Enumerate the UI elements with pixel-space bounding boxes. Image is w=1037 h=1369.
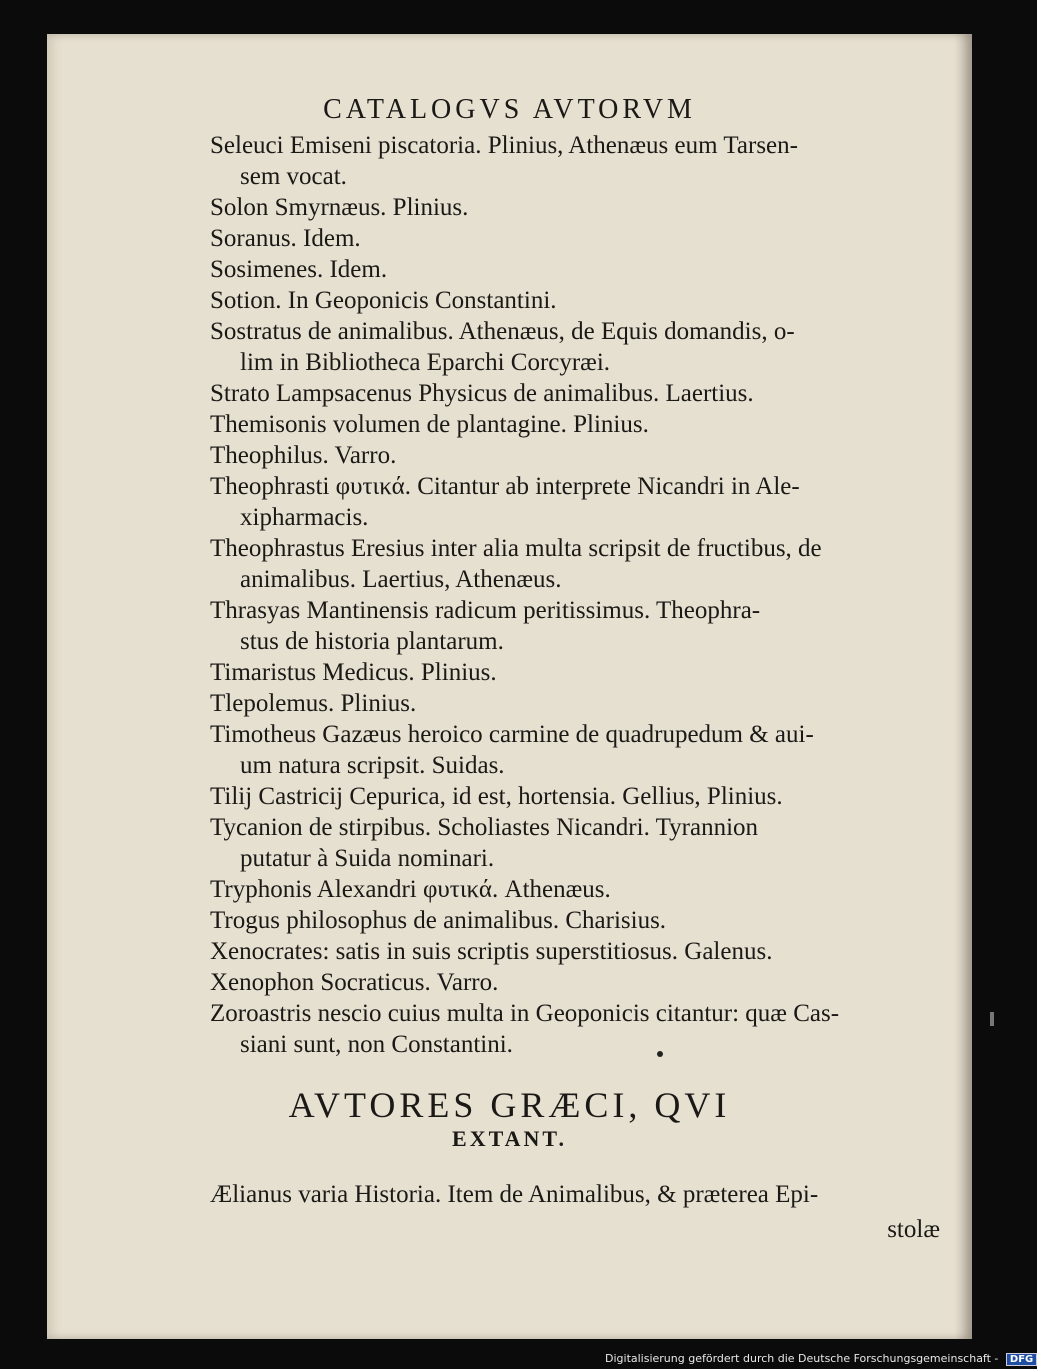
catalog-entry [210, 192, 950, 223]
catalog-entry-continuation: putatur à Suida nominari. [240, 845, 495, 872]
catalog-entry [210, 905, 950, 936]
catalog-entry [210, 781, 950, 812]
catalog-entry-line: Theophrastus Eresius inter alia multa scripsit de fructibus, de [210, 535, 822, 562]
catalog-entry-continuation: sem vocat. [240, 163, 347, 190]
catalog-entry [210, 471, 950, 533]
catalog-entry-continuation: um natura scripsit. Suidas. [240, 752, 505, 779]
catalog-entry-continuation: animalibus. Laertius, Athenæus. [240, 566, 562, 593]
catalog-entry-line: Sosimenes. Idem. [210, 256, 388, 283]
catalog-entry [210, 378, 950, 409]
catalog-entry [210, 688, 950, 719]
catalog-entry [210, 874, 950, 905]
catalog-entry-line: Tilij Castricij Cepurica, id est, hortensia. Gellius, Plinius. [210, 783, 783, 810]
catalog-entry-line: Solon Smyrnæus. Plinius. [210, 194, 469, 221]
catalog-entry-line: Tlepolemus. Plinius. [210, 690, 417, 717]
scan-edge-mark [990, 1012, 994, 1026]
funding-footer [605, 1352, 1037, 1366]
catalog-entry-continuation: siani sunt, non Constantini. [240, 1031, 513, 1058]
catalog-entry [210, 223, 950, 254]
catalog-entry [210, 595, 950, 657]
bottom-entry-line-2: stolæ [887, 1216, 940, 1243]
catalog-entry [210, 998, 950, 1060]
section-title: AVTORES GRÆCI, QVI [288, 1085, 731, 1125]
catalog-entry-continuation: lim in Bibliotheca Eparchi Corcyræi. [240, 349, 611, 376]
catalog-entry-line: Seleuci Emiseni piscatoria. Plinius, Athenæus eum Tarsen- [210, 132, 798, 159]
catalog-entry-line: Theophilus. Varro. [210, 442, 397, 469]
catalog-entry [210, 533, 950, 595]
catalog-entry [210, 719, 950, 781]
book-page [47, 34, 972, 1339]
catalog-entry [210, 657, 950, 688]
page-dot-mark [657, 1051, 663, 1057]
catalog-entry [210, 316, 950, 378]
dfg-logo: DFG [1006, 1353, 1037, 1366]
catalog-entry [210, 440, 950, 471]
catalog-entry-continuation: xipharmacis. [240, 504, 369, 531]
catalog-entry-line: Timotheus Gazæus heroico carmine de quadrupedum & aui- [210, 721, 814, 748]
catalog-entry-line: Trogus philosophus de animalibus. Charisius. [210, 907, 667, 934]
catalog-entry-line: Timaristus Medicus. Plinius. [210, 659, 497, 686]
catalog-entry [210, 967, 950, 998]
catalog-entry-line: Tycanion de stirpibus. Scholiastes Nicandri. Tyrannion [210, 814, 759, 841]
bottom-entry [210, 1177, 950, 1247]
catalog-entry [210, 254, 950, 285]
catalog-entry [210, 130, 950, 192]
catalog-entry [210, 936, 950, 967]
catalog-entry-line: Zoroastris nescio cuius multa in Geoponicis citantur: quæ Cas- [210, 1000, 840, 1027]
catalog-entry-continuation: stus de historia plantarum. [240, 628, 504, 655]
catalog-entry-line: Xenophon Socraticus. Varro. [210, 969, 499, 996]
catalog-entry [210, 285, 950, 316]
funding-text: Digitalisierung gefördert durch die Deutsche Forschungsgemeinschaft - [605, 1352, 999, 1365]
catalog-entry-line: Theophrasti φυτικά. Citantur ab interprete Nicandri in Ale- [210, 473, 800, 500]
running-head: CATALOGVS AVTORVM [323, 94, 696, 125]
catalog-entry-line: Sostratus de animalibus. Athenæus, de Equis domandis, o- [210, 318, 795, 345]
catalog-entry-line: Xenocrates: satis in suis scriptis superstitiosus. Galenus. [210, 938, 773, 965]
catalog-entry [210, 812, 950, 874]
author-catalog-list [210, 130, 950, 1060]
catalog-entry-line: Strato Lampsacenus Physicus de animalibus. Laertius. [210, 380, 754, 407]
section-subtitle: EXTANT. [452, 1126, 567, 1151]
catalog-entry-line: Soranus. Idem. [210, 225, 361, 252]
catalog-entry-line: Tryphonis Alexandri φυτικά. Athenæus. [210, 876, 611, 903]
catalog-entry-line: Thrasyas Mantinensis radicum peritissimus. Theophra- [210, 597, 761, 624]
catalog-entry-line: Themisonis volumen de plantagine. Plinius. [210, 411, 649, 438]
bottom-entry-line-1: Ælianus varia Historia. Item de Animalibus, & præterea Epi- [210, 1181, 819, 1208]
catalog-entry-line: Sotion. In Geoponicis Constantini. [210, 287, 557, 314]
catalog-entry [210, 409, 950, 440]
